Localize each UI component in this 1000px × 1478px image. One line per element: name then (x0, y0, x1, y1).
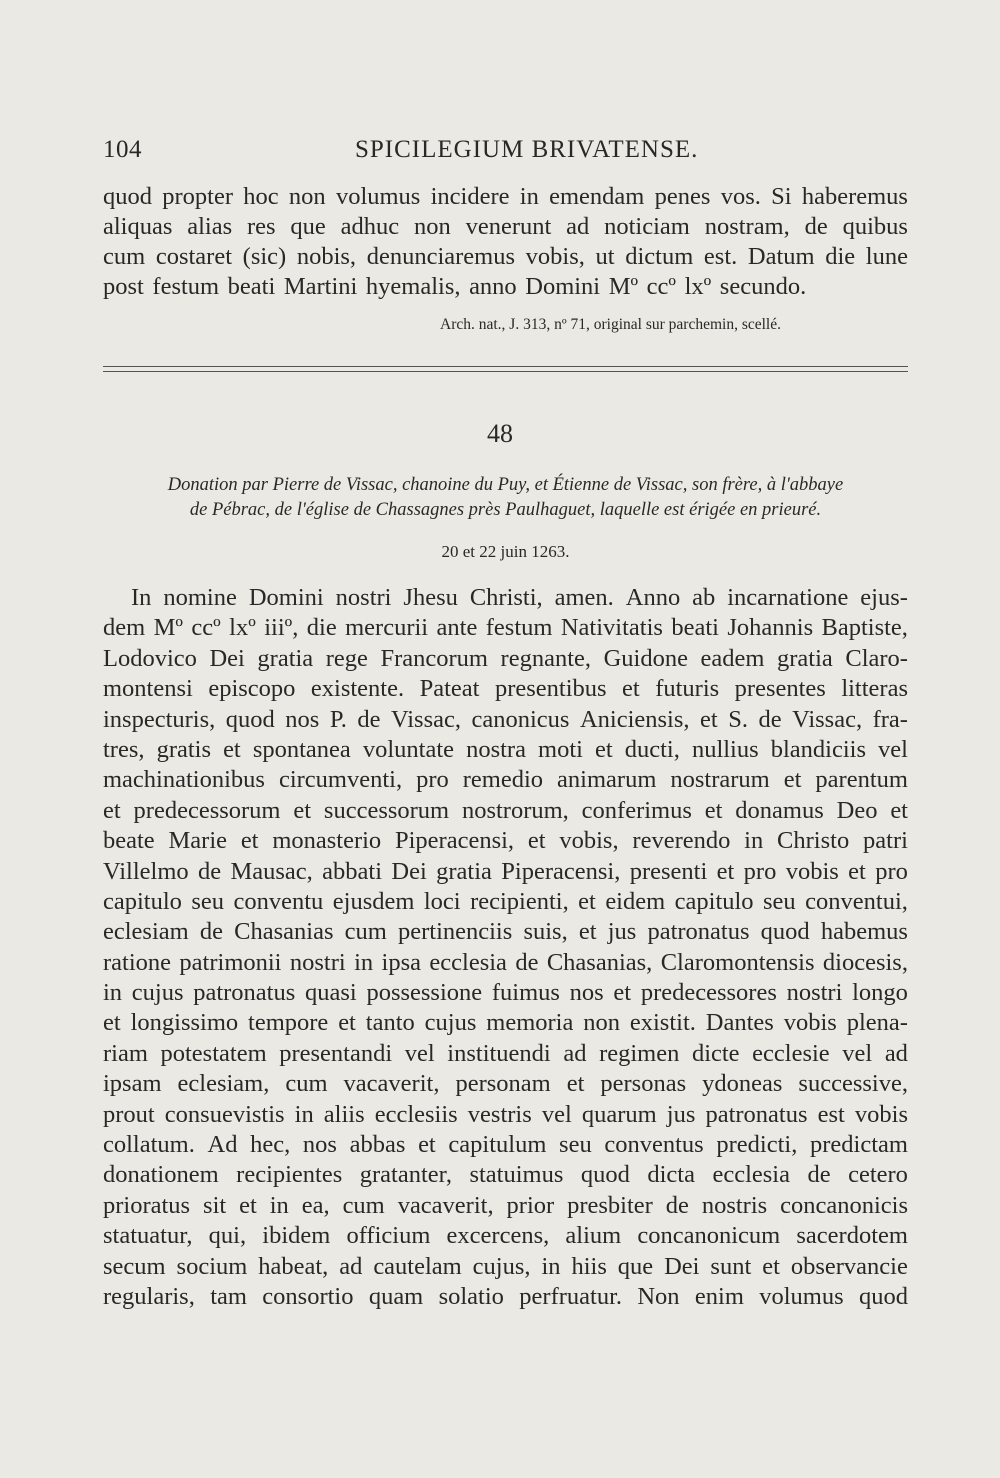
text-line: inspecturis, quod nos P. de Vissac, canonicus Aniciensis, et S. de Vissac, fra- (103, 705, 908, 733)
summary-line: Donation par Pierre de Vissac, chanoine du Puy, et Étienne de Vissac, son frère, à l'abbaye (167, 475, 844, 495)
page-number: 104 (103, 136, 142, 163)
text-line: montensi episcopo existente. Pateat presentibus et futuris presentes litteras (103, 675, 908, 703)
text-line: machinationibus circumventi, pro remedio animarum nostrarum et parentum (103, 766, 908, 794)
text-line: In nomine Domini nostri Jhesu Christi, amen. Anno ab incarnatione ejus- (131, 584, 908, 611)
separator-rule (103, 366, 908, 367)
text-line: eclesiam de Chasanias cum pertinenciis suis, et jus patronatus quod habemus (103, 918, 908, 946)
text-line: secum socium habeat, ad cautelam cujus, in hiis que Dei sunt et observancie (103, 1252, 908, 1280)
text-line: capitulo seu conventu ejusdem loci recipienti, et eidem capitulo seu conventui, (103, 887, 908, 915)
text-line: quod propter hoc non volumus incidere in emendam penes vos. Si haberemus (103, 183, 908, 210)
text-line: in cujus patronatus quasi possessione fuimus nos et predecessores nostri longo (103, 979, 908, 1007)
summary-line: de Pébrac, de l'église de Chassagnes près Paulhaguet, laquelle est érigée en prieuré. (189, 500, 822, 520)
text-line: beate Marie et monasterio Piperacensi, et vobis, reverendo in Christo patri (103, 827, 908, 855)
text-line: ratione patrimonii nostri in ipsa ecclesia de Chasanias, Claromontensis diocesis, (103, 948, 908, 976)
previous-document-tail (103, 182, 908, 302)
text-line: Lodovico Dei gratia rege Francorum regnante, Guidone eadem gratia Claro- (103, 644, 908, 672)
text-line: donationem recipientes gratanter, statuimus quod dicta ecclesia de cetero (103, 1161, 908, 1189)
text-line: post festum beati Martini hyemalis, anno Domini Mº ccº lxº secundo. (103, 273, 807, 300)
text-line: regularis, tam consortio quam solatio perfruatur. Non enim volumus quod (103, 1282, 908, 1310)
text-line: tres, gratis et spontanea voluntate nostra moti et ducti, nullius blandiciis vel (103, 735, 908, 763)
text-line: cum costaret (sic) nobis, denunciaremus vobis, ut dictum est. Datum die lune (103, 243, 908, 270)
text-line: dem Mº ccº lxº iiiº, die mercurii ante festum Nativitatis beati Johannis Baptiste, (103, 614, 908, 642)
document-date: 20 et 22 juin 1263. (441, 542, 570, 561)
separator-rule-inner (103, 371, 908, 372)
text-line: collatum. Ad hec, nos abbas et capitulum seu conventus predicti, predictam (103, 1131, 908, 1159)
text-line: et predecessorum et successorum nostrorum, conferimus et donamus Deo et (103, 796, 908, 824)
page-header (103, 136, 908, 168)
running-title: SPICILEGIUM BRIVATENSE. (355, 136, 699, 163)
text-line: et longissimo tempore et tanto cujus memoria non existit. Dantes vobis plena- (103, 1009, 908, 1037)
text-line: aliquas alias res que adhuc non venerunt ad noticiam nostram, de quibus (103, 213, 908, 240)
text-line: prioratus sit et in ea, cum vacaverit, prior presbiter de nostris concanonicis (103, 1191, 908, 1219)
document-text (103, 583, 908, 1312)
text-line: Villelmo de Mausac, abbati Dei gratia Piperacensi, presenti et pro vobis et pro (103, 857, 908, 885)
text-line: prout consuevistis in aliis ecclesiis vestris vel quarum jus patronatus est vobis (103, 1100, 908, 1128)
source-note: Arch. nat., J. 313, nº 71, original sur parchemin, scellé. (440, 316, 781, 333)
document-number: 48 (487, 419, 513, 448)
text-line: ipsam eclesiam, cum vacaverit, personam et personas ydoneas successive, (103, 1070, 908, 1098)
text-line: statuatur, qui, ibidem officium excercens, alium concanonicum sacerdotem (103, 1222, 908, 1250)
document-summary (103, 473, 908, 523)
text-line: riam potestatem presentandi vel instituendi ad regimen dicte ecclesie vel ad (103, 1039, 908, 1067)
